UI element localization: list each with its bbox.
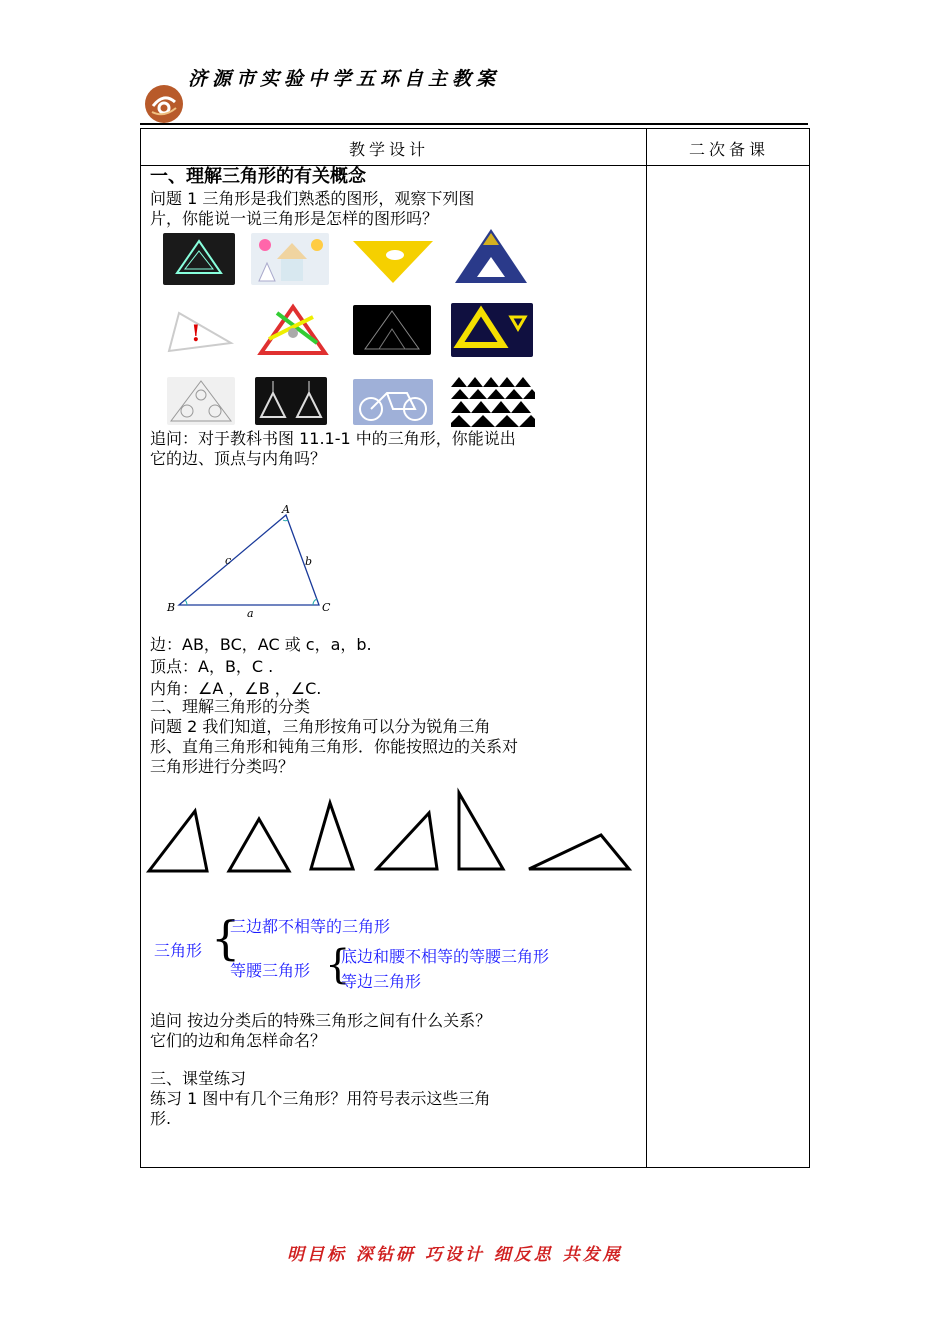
school-title: 济源市实验中学五环自主教案: [188, 68, 501, 90]
classification-root: 三角形: [154, 941, 203, 960]
triangle-photo-9: [167, 377, 235, 425]
svg-text:!: !: [191, 321, 201, 347]
triangle-photo-7: [353, 305, 431, 355]
exercise1-line1: 练习 1 图中有几个三角形？用符号表示这些三角: [150, 1089, 491, 1108]
triangle-photo-12: [451, 377, 535, 427]
triangle-photo-4: [453, 227, 529, 285]
header-rule: [140, 123, 808, 125]
col-header-design: 教学设计: [349, 140, 430, 159]
followup2-line1: 追问 按边分类后的特殊三角形之间有什么关系？: [150, 1011, 492, 1030]
question1-line1: 问题 1 三角形是我们熟悉的图形，观察下列图: [150, 189, 475, 208]
triangle-photo-2: [251, 233, 329, 285]
class-equilateral: 等边三角形: [341, 972, 422, 991]
followup1-line2: 它的边、顶点与内角吗？: [150, 449, 327, 468]
triangle-photo-11: [353, 379, 433, 425]
question2-line1: 问题 2 我们知道，三角形按角可以分为锐角三角: [150, 717, 491, 736]
school-logo: [144, 84, 184, 124]
definition-sides: 边：AB，BC，AC 或 c，a，b.: [150, 635, 372, 654]
triangle-photo-6: [257, 303, 329, 361]
section1-heading: 一、理解三角形的有关概念: [150, 166, 366, 187]
triangle-example-6: [529, 835, 629, 869]
triangle-example-5: [459, 793, 503, 869]
triangle-example-2: [229, 819, 289, 871]
section3-heading: 三、课堂练习: [150, 1069, 247, 1088]
definition-vertices: 顶点：A，B，C .: [150, 657, 274, 676]
vertex-c-label: C: [322, 601, 331, 614]
triangle-photo-10: [255, 377, 327, 425]
classification-brace-1: {: [211, 911, 241, 965]
side-b-label: b: [305, 555, 313, 568]
column-divider: [646, 129, 647, 1167]
question2-line3: 三角形进行分类吗？: [150, 757, 295, 776]
class-isosceles: 等腰三角形: [230, 961, 311, 980]
triangle-photo-8: [451, 303, 533, 357]
class-isosceles-non-equilateral: 底边和腰不相等的等腰三角形: [341, 947, 550, 966]
side-c-label: c: [225, 554, 232, 567]
section2-heading: 二、理解三角形的分类: [150, 697, 311, 716]
triangle-photo-5: [159, 307, 235, 359]
classification-brace-2: {: [325, 942, 351, 988]
followup2-line2: 它们的边和角怎样命名？: [150, 1031, 327, 1050]
vertex-a-label: A: [282, 503, 290, 516]
lesson-table: [140, 128, 810, 1168]
question1-line2: 片，你能说一说三角形是怎样的图形吗？: [150, 209, 439, 228]
definition-angles: 内角：∠A ，∠B ，∠C.: [150, 679, 322, 698]
vertex-b-label: B: [167, 601, 176, 614]
labeled-triangle-diagram: [161, 501, 341, 621]
footer-motto: 明目标 深钻研 巧设计 细反思 共发展: [287, 1245, 623, 1265]
triangle-examples: [141, 787, 641, 877]
question2-line2: 形、直角三角形和钝角三角形．你能按照边的关系对: [150, 737, 519, 756]
triangle-example-1: [149, 811, 207, 871]
col-header-review: 二次备课: [689, 140, 770, 159]
followup1-line1: 追问：对于教科书图 11.1-1 中的三角形，你能说出: [150, 429, 516, 448]
exercise1-line2: 形.: [150, 1109, 172, 1128]
triangle-photo-1: [163, 233, 235, 285]
triangle-example-3: [311, 803, 353, 869]
class-scalene: 三边都不相等的三角形: [230, 917, 391, 936]
triangle-photo-3: [351, 233, 435, 285]
triangle-example-4: [377, 813, 437, 869]
side-a-label: a: [247, 607, 254, 620]
